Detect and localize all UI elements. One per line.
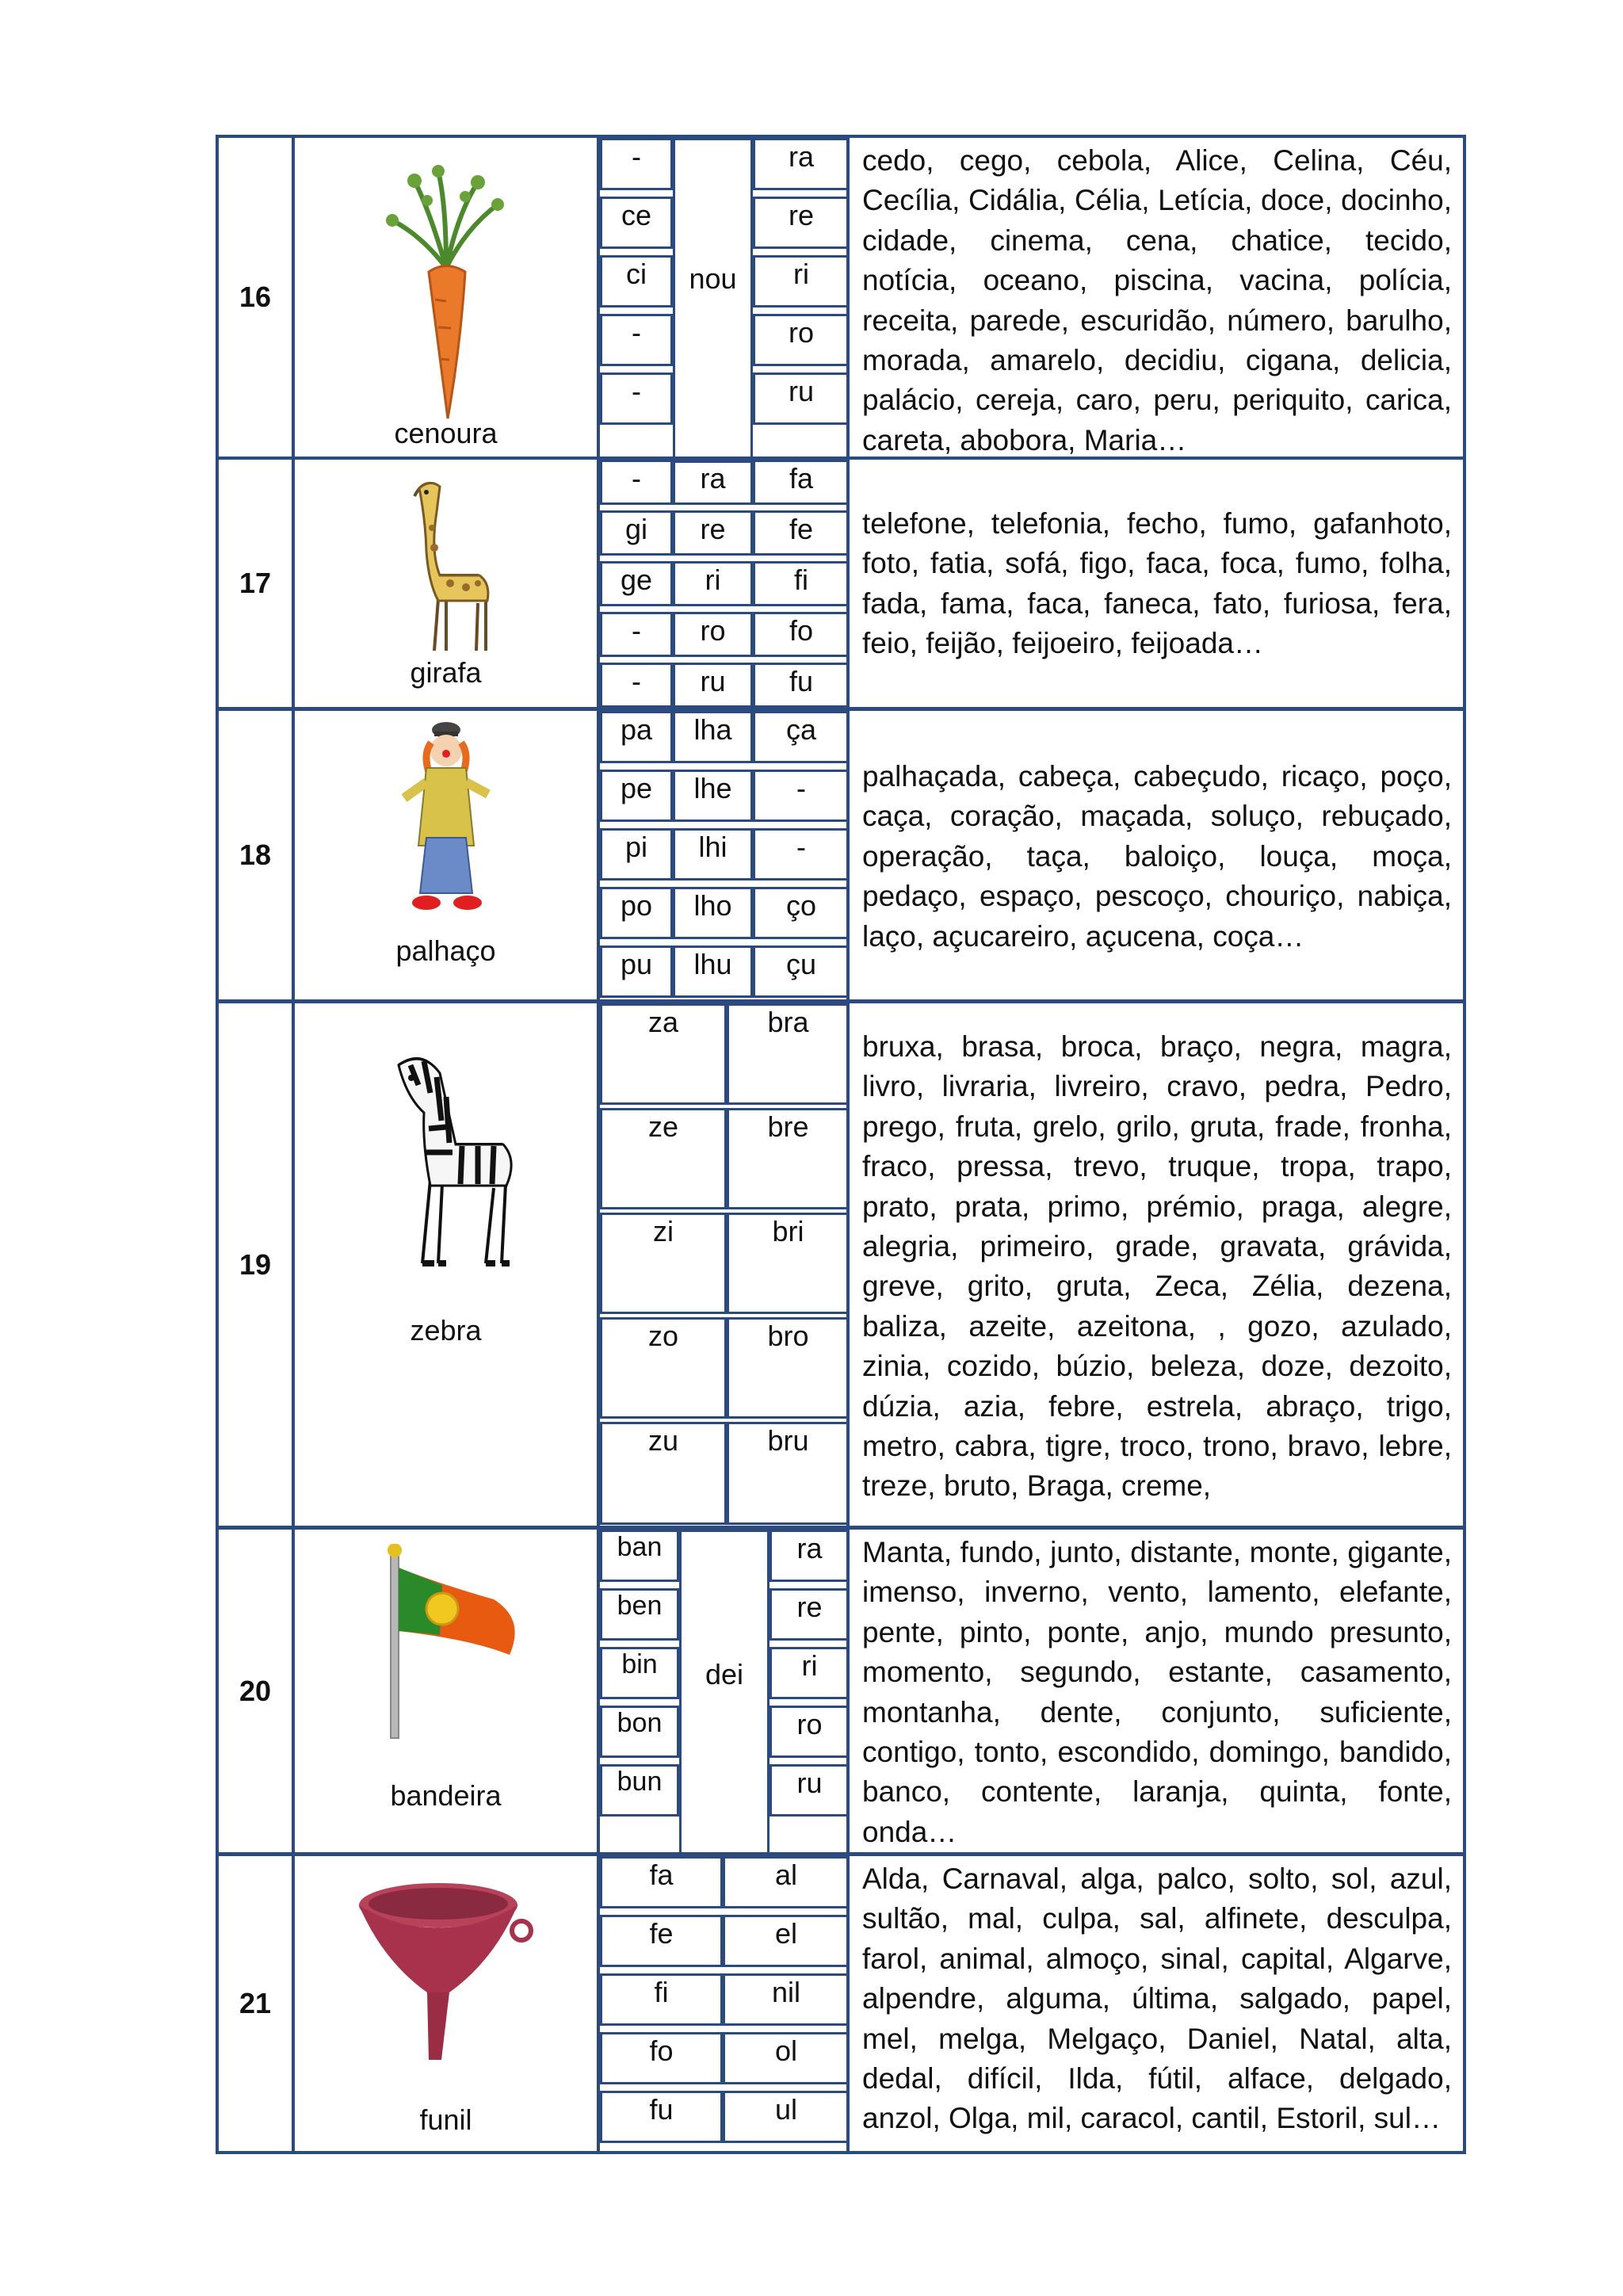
syllable-cell: ri: [753, 255, 850, 308]
syllable-cell: -: [600, 314, 673, 366]
syllable-cell: zu: [600, 1422, 727, 1525]
picture-caption: girafa: [410, 656, 482, 689]
picture-caption: palhaço: [395, 934, 496, 967]
syllable-cell: nil: [723, 1973, 850, 2026]
syllable-cell: bro: [727, 1317, 850, 1419]
syllable-cell: ri: [769, 1647, 850, 1699]
clown-icon: [395, 719, 498, 917]
word-list-text: Alda, Carnaval, alga, palco, solto, sol, azul, sultão, mal, culpa, sal, alfinete, desculpa, farol, animal, almoço, sinal, capital, Algarve, alpendre, alguma, última, salgado, papel, mel, melga, Melgaço, Daniel, Natal, alta, dedal, difícil, Ilda, fútil, alface, delgado, anzol, Olga, mil, caracol, cantil, Estoril, sul…: [862, 1862, 1452, 2135]
syllable-cell: fo: [753, 612, 850, 657]
funnel-icon: [351, 1874, 541, 2064]
picture-cell: [292, 1003, 597, 1526]
word-list-text: palhaçada, cabeça, cabeçudo, ricaço, poço, caça, coração, maçada, soluço, rebuçado, operação, taça, baloiço, louça, moça, pedaço, espaço, pescoço, chouriço, nabiça, laço, açucareiro, açucena, coça…: [862, 760, 1452, 953]
syllable-cell: -: [600, 460, 673, 505]
picture-caption: zebra: [410, 1314, 482, 1347]
syllable-grid: [597, 711, 846, 999]
syllable-cell: ol: [723, 2032, 850, 2084]
word-list: [846, 1530, 1463, 1852]
word-list: [846, 138, 1463, 457]
lesson-row-18: [216, 708, 1466, 1003]
word-list: [846, 1856, 1463, 2151]
syllable-cell: -: [600, 663, 673, 708]
lesson-row-19: [216, 1000, 1466, 1529]
syllable-cell-merged: nou: [673, 138, 753, 463]
syllable-cell: ro: [673, 612, 753, 657]
word-list: [846, 711, 1463, 999]
syllable-cell: fe: [600, 1915, 723, 1967]
syllable-grid: [597, 1856, 846, 2151]
syllable-cell: za: [600, 1003, 727, 1105]
syllable-cell: -: [600, 372, 673, 425]
syllable-cell: -: [753, 828, 850, 881]
syllable-cell: ra: [769, 1530, 850, 1582]
syllable-cell: ban: [600, 1530, 679, 1582]
lesson-number: 16: [239, 281, 272, 313]
syllable-cell: el: [723, 1915, 850, 1967]
syllable-cell: ra: [673, 460, 753, 505]
picture-cell: [292, 138, 597, 457]
syllable-cell: fa: [753, 460, 850, 505]
syllable-cell: lhi: [673, 828, 753, 881]
syllable-grid: [597, 138, 846, 457]
giraffe-icon: [391, 464, 502, 655]
syllable-cell: re: [673, 510, 753, 556]
syllable-cell: lhe: [673, 770, 753, 822]
syllable-grid: [597, 1530, 846, 1852]
syllable-cell: ça: [753, 711, 850, 763]
syllable-cell: bun: [600, 1764, 679, 1817]
lesson-row-17: [216, 457, 1466, 710]
syllable-cell: bra: [727, 1003, 850, 1105]
syllable-cell: zo: [600, 1317, 727, 1419]
picture-cell: [292, 1530, 597, 1852]
syllable-cell: bri: [727, 1213, 850, 1314]
syllable-cell: gi: [600, 510, 673, 556]
syllable-cell: ge: [600, 561, 673, 606]
syllable-cell: ro: [753, 314, 850, 366]
word-list-text: bruxa, brasa, broca, braço, negra, magra, livro, livraria, livreiro, cravo, pedra, Pedro, prego, fruta, grelo, grilo, gruta, frade, fronha, fraco, pressa, trevo, truque, tropa, trapo, prato, prata, primo, prémio, praga, alegre, alegria, primeiro, grade, gravata, grávida, greve, grito, gruta, Zeca, Zélia, dezena, baliza, azeite, azeitona, , gozo, azulado, zinia, cozido, búzio, beleza, doze, dezoito, dúzia, azia, febre, estrela, abraço, trigo, metro, cabra, tigre, troco, trono, bravo, lebre, treze, bruto, Braga, creme,: [862, 1030, 1452, 1503]
picture-caption: cenoura: [394, 417, 498, 449]
lesson-row-20: [216, 1526, 1466, 1855]
lesson-number: 18: [239, 839, 272, 871]
syllable-cell: pe: [600, 770, 673, 822]
syllable-cell: ce: [600, 197, 673, 249]
syllable-cell: ci: [600, 255, 673, 308]
picture-cell: [292, 1856, 597, 2151]
lesson-row-21: [216, 1853, 1466, 2154]
word-list-text: telefone, telefonia, fecho, fumo, gafanhoto, foto, fatia, sofá, figo, faca, foca, fumo, folha, fada, fama, faca, faneca, fato, furiosa, fera, feio, feijão, feijoeiro, feijoada…: [862, 507, 1452, 660]
syllable-cell: pu: [600, 946, 673, 998]
syllable-cell: fa: [600, 1856, 723, 1908]
syllable-cell: ben: [600, 1588, 679, 1641]
syllable-cell: -: [753, 770, 850, 822]
word-list-text: Manta, fundo, junto, distante, monte, gigante, imenso, inverno, vento, lamento, elefante, pente, pinto, ponte, anjo, mundo presunto, momento, segundo, estante, casamento, montanha, dente, conjunto, suficiente, contigo, tonto, escondido, domingo, bandido, banco, contente, laranja, quinta, fonte, onda…: [862, 1536, 1452, 1848]
syllable-cell: bin: [600, 1647, 679, 1699]
syllable-cell: pi: [600, 828, 673, 881]
syllable-cell-merged: dei: [679, 1530, 769, 1859]
carrot-icon: [383, 165, 510, 426]
picture-caption: bandeira: [390, 1779, 502, 1812]
syllable-cell: ru: [769, 1764, 850, 1817]
syllable-cell: -: [600, 138, 673, 190]
syllable-cell: al: [723, 1856, 850, 1908]
picture-cell: [292, 460, 597, 707]
syllable-grid: [597, 460, 846, 707]
word-list: [846, 460, 1463, 707]
lesson-row-16: [216, 135, 1466, 460]
syllable-cell: re: [769, 1588, 850, 1641]
syllable-cell: lha: [673, 711, 753, 763]
syllable-cell: bru: [727, 1422, 850, 1525]
syllable-cell: lho: [673, 887, 753, 939]
syllable-cell: ze: [600, 1108, 727, 1209]
syllable-cell: fi: [753, 561, 850, 606]
word-list-text: cedo, cego, cebola, Alice, Celina, Céu, Cecília, Cidália, Célia, Letícia, doce, docinho, cidade, cinema, cena, chatice, tecido, notícia, oceano, piscina, vacina, polícia, receita, parede, escuridão, número, barulho, morada, amarelo, decidiu, cigana, delicia, palácio, cereja, caro, peru, periquito, carica, careta, abobora, Maria…: [862, 144, 1452, 457]
syllable-cell: fu: [753, 663, 850, 708]
picture-cell: [292, 711, 597, 999]
lesson-number: 21: [239, 1987, 272, 2019]
lesson-number: 17: [239, 567, 272, 599]
syllable-cell: fo: [600, 2032, 723, 2084]
zebra-icon: [367, 1049, 525, 1279]
picture-caption: funil: [419, 2103, 472, 2136]
lesson-number: 19: [239, 1247, 272, 1281]
syllable-cell: -: [600, 612, 673, 657]
flag-icon: [367, 1544, 525, 1742]
syllable-cell: fu: [600, 2091, 723, 2143]
syllable-cell: re: [753, 197, 850, 249]
syllable-cell: pa: [600, 711, 673, 763]
syllable-cell: zi: [600, 1213, 727, 1314]
syllable-cell: ra: [753, 138, 850, 190]
syllable-grid: [597, 1003, 846, 1526]
syllable-cell: bon: [600, 1706, 679, 1758]
syllable-cell: ru: [673, 663, 753, 708]
word-list: [846, 1003, 1463, 1526]
syllable-cell: po: [600, 887, 673, 939]
syllable-cell: ço: [753, 887, 850, 939]
syllable-cell: ru: [753, 372, 850, 425]
syllable-cell: fi: [600, 1973, 723, 2026]
lesson-number: 20: [239, 1674, 272, 1707]
syllable-cell: lhu: [673, 946, 753, 998]
syllable-cell: ro: [769, 1706, 850, 1758]
syllable-cell: fe: [753, 510, 850, 556]
syllable-cell: ul: [723, 2091, 850, 2143]
syllable-cell: çu: [753, 946, 850, 998]
syllable-cell: ri: [673, 561, 753, 606]
syllable-cell: bre: [727, 1108, 850, 1209]
